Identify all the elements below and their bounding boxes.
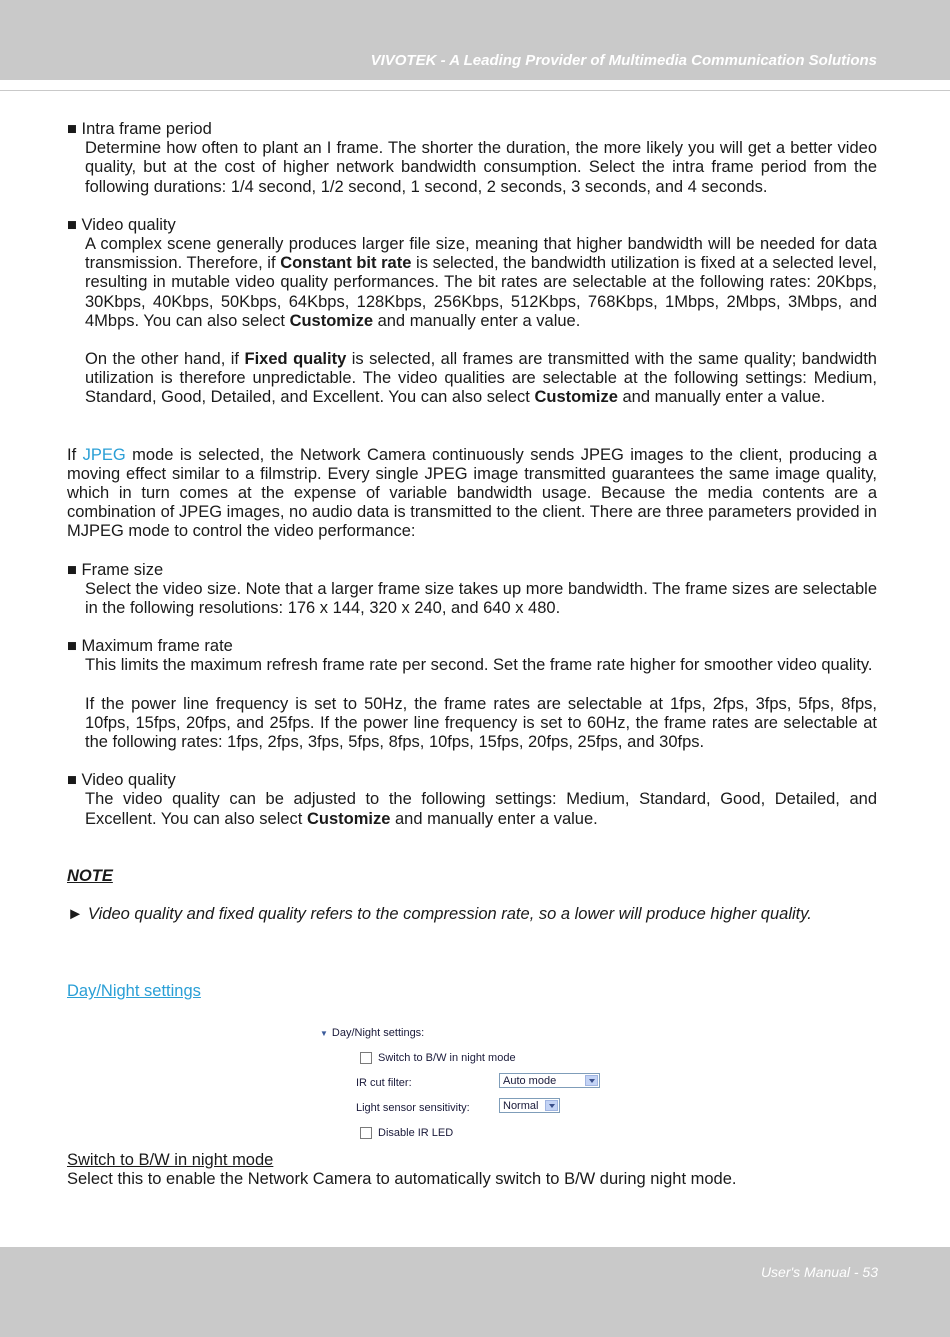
video-quality-2-body: The video quality can be adjusted to the following settings: Medium, Standard, Good, Detailed, and Excellent. You can also select Customize and manually enter a value. xyxy=(85,790,877,828)
video-quality-title: ■ Video quality xyxy=(67,215,176,234)
disable-ir-checkbox[interactable] xyxy=(360,1127,372,1139)
switch-bw-row xyxy=(360,1051,516,1065)
light-sensor-label: Light sensor sensitivity: xyxy=(356,1101,470,1114)
video-quality-paragraph-2: On the other hand, if Fixed quality is selected, all frames are transmitted with the same quality; bandwidth utilization is therefore unpredictable. The video qualities are selectable at the following settings: Medium, Standard, Good, Detailed, and Excellent. You can also select Customize and manually enter a value. xyxy=(85,350,877,407)
header-title: VIVOTEK - A Leading Provider of Multimedia Communication Solutions xyxy=(370,52,877,69)
ir-cut-filter-select[interactable]: Auto mode xyxy=(499,1073,600,1088)
frame-size-title: ■ Frame size xyxy=(67,560,164,579)
video-quality-paragraph-1: A complex scene generally produces larger file size, meaning that higher bandwidth will be needed for data transmission. Therefore, if Constant bit rate is selected, the bandwidth utilization is fixed at a selected level, resulting in mutable video quality performances. The bit rates are selectable at the following rates: 20Kbps, 30Kbps, 40Kbps, 50Kbps, 64Kbps, 128Kbps, 256Kbps, 512Kbps, 768Kbps, 1Mbps, 2Mbps, 3Mbps, and 4Mbps. You can also select Customize and manually enter a value. xyxy=(85,235,877,330)
header-divider xyxy=(0,90,950,91)
max-frame-rate-paragraph-2: If the power line frequency is set to 50Hz, the frame rates are selectable at 1fps, 2fps, 3fps, 5fps, 8fps, 10fps, 15fps, 20fps, and 25fps. If the power line frequency is set to 60Hz, the frame rates are selectable at the following rates: 1fps, 2fps, 3fps, 5fps, 8fps, 10fps, 15fps, 20fps, 25fps, and 30fps. xyxy=(85,694,877,752)
jpeg-keyword: JPEG xyxy=(82,445,126,464)
switch-bw-checkbox[interactable] xyxy=(360,1052,372,1064)
switch-bw-label: Switch to B/W in night mode xyxy=(378,1051,516,1064)
note-text: ► Video quality and fixed quality refers to the compression rate, so a lower will produce higher quality. xyxy=(67,905,812,924)
chevron-down-icon xyxy=(585,1075,598,1086)
page-content xyxy=(67,120,877,1189)
chevron-down-icon xyxy=(545,1100,558,1111)
day-night-panel-title[interactable]: ▼ Day/Night settings: xyxy=(320,1026,425,1039)
day-night-heading[interactable]: Day/Night settings xyxy=(67,982,201,1001)
page-footer xyxy=(0,1247,950,1337)
page-number: User's Manual - 53 xyxy=(760,1264,878,1280)
disable-ir-label: Disable IR LED xyxy=(378,1126,454,1139)
intra-frame-body: Determine how often to plant an I frame. The shorter the duration, the more likely you will get a better video quality, but at the cost of higher network bandwidth consumption. Select the intra frame period from the following durations: 1/4 second, 1/2 second, 1 second, 2 seconds, 3 seconds, and 4 seconds. xyxy=(85,139,877,196)
ir-cut-filter-label: IR cut filter: xyxy=(356,1076,412,1089)
video-quality-2-title: ■ Video quality xyxy=(67,771,176,790)
page-header xyxy=(0,0,950,80)
jpeg-paragraph: If JPEG mode is selected, the Network Camera continuously sends JPEG images to the client, producing a moving effect similar to a filmstrip. Every single JPEG image transmitted guarantees the same image quality, which in turn comes at the expense of variable bandwidth usage. Because the media contents are a combination of JPEG images, no audio data is transmitted to the client. There are three parameters provided in MJPEG mode to control the video performance: xyxy=(67,445,877,541)
light-sensor-select[interactable]: Normal xyxy=(499,1098,560,1113)
expand-arrow-icon: ▼ xyxy=(320,1028,328,1038)
max-frame-rate-title: ■ Maximum frame rate xyxy=(67,637,233,656)
frame-size-body: Select the video size. Note that a larger frame size takes up more bandwidth. The frame sizes are selectable in the following resolutions: 176 x 144, 320 x 240, and 640 x 480. xyxy=(85,579,877,618)
switch-bw-heading: Switch to B/W in night mode xyxy=(67,1150,274,1169)
max-frame-rate-paragraph-1: This limits the maximum refresh frame rate per second. Set the frame rate higher for smoother video quality. xyxy=(85,656,873,675)
disable-ir-row xyxy=(360,1126,453,1140)
intra-frame-title: ■ Intra frame period xyxy=(67,120,212,138)
day-night-settings-panel xyxy=(320,1026,610,1151)
switch-bw-description: Select this to enable the Network Camera to automatically switch to B/W during night mode. xyxy=(67,1169,737,1188)
note-title: NOTE xyxy=(67,866,113,885)
